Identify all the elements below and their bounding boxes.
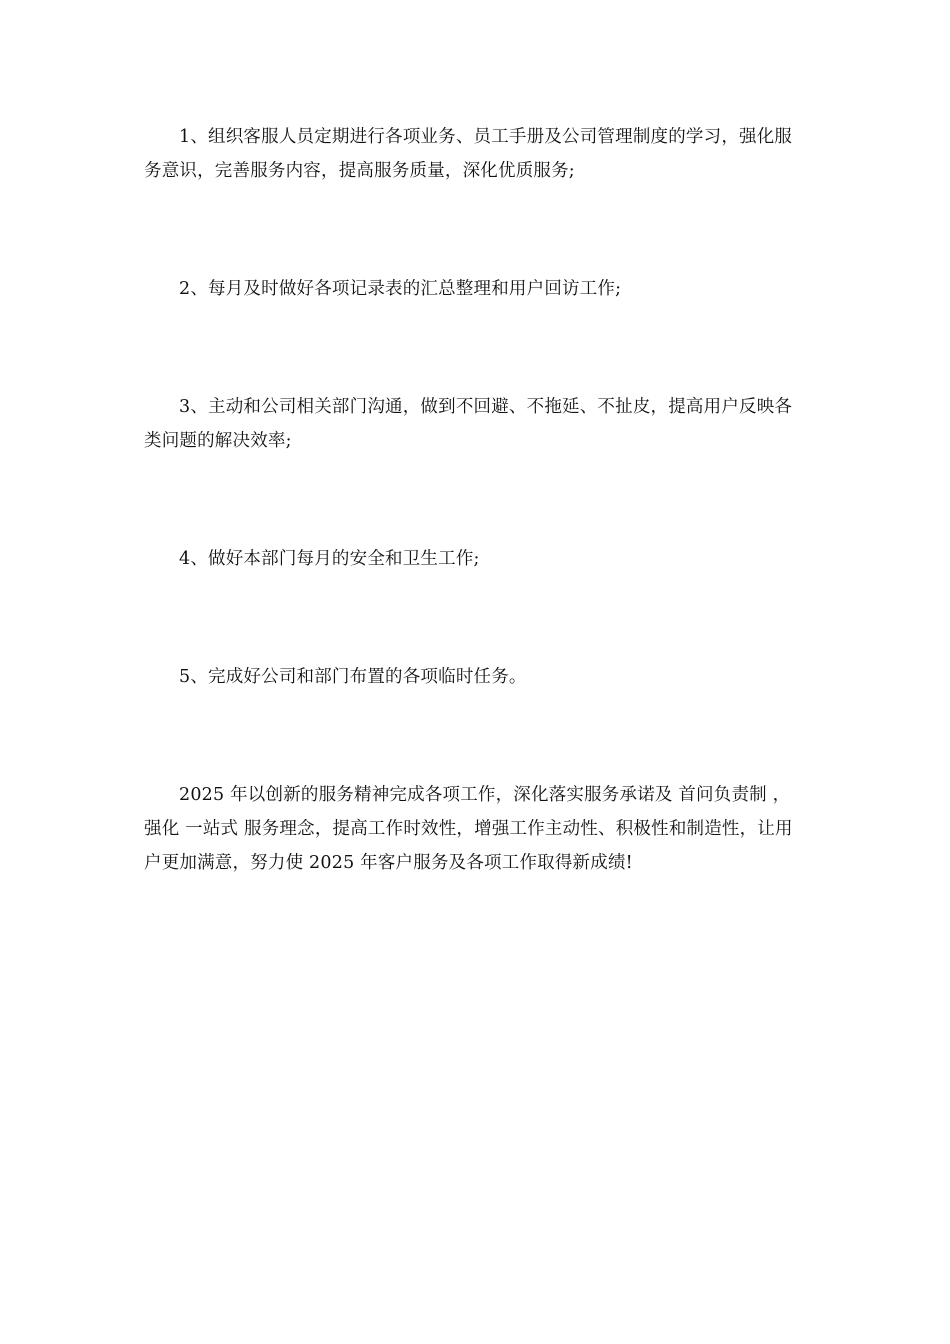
paragraph-item-5: 5、完成好公司和部门布置的各项临时任务。 <box>179 667 527 687</box>
summary-paragraph: 2025 年以创新的服务精神完成各项工作，深化落实服务承诺及 首问负责制 ，强化 一站式 服务理念，提高工作时效性，增强工作主动性、积极性和制造性，让用户更加满意，努力使 2025 年客户服务及各项工作取得新成绩! <box>144 785 793 873</box>
paragraph-gap <box>144 306 806 390</box>
paragraph-gap <box>144 694 806 778</box>
paragraph-item-1: 1、组织客服人员定期进行各项业务、员工手册及公司管理制度的学习，强化服务意识，完善服务内容，提高服务质量，深化优质服务; <box>144 127 793 181</box>
paragraph-item-3: 3、主动和公司相关部门沟通，做到不回避、不拖延、不扯皮，提高用户反映各类问题的解决效率; <box>144 397 793 451</box>
paragraph-gap <box>144 576 806 660</box>
paragraph-gap <box>144 458 806 542</box>
paragraph-item-4: 4、做好本部门每月的安全和卫生工作; <box>179 549 480 569</box>
paragraph-item-2: 2、每月及时做好各项记录表的汇总整理和用户回访工作; <box>179 279 622 299</box>
document-body <box>144 120 806 880</box>
paragraph-gap <box>144 188 806 272</box>
